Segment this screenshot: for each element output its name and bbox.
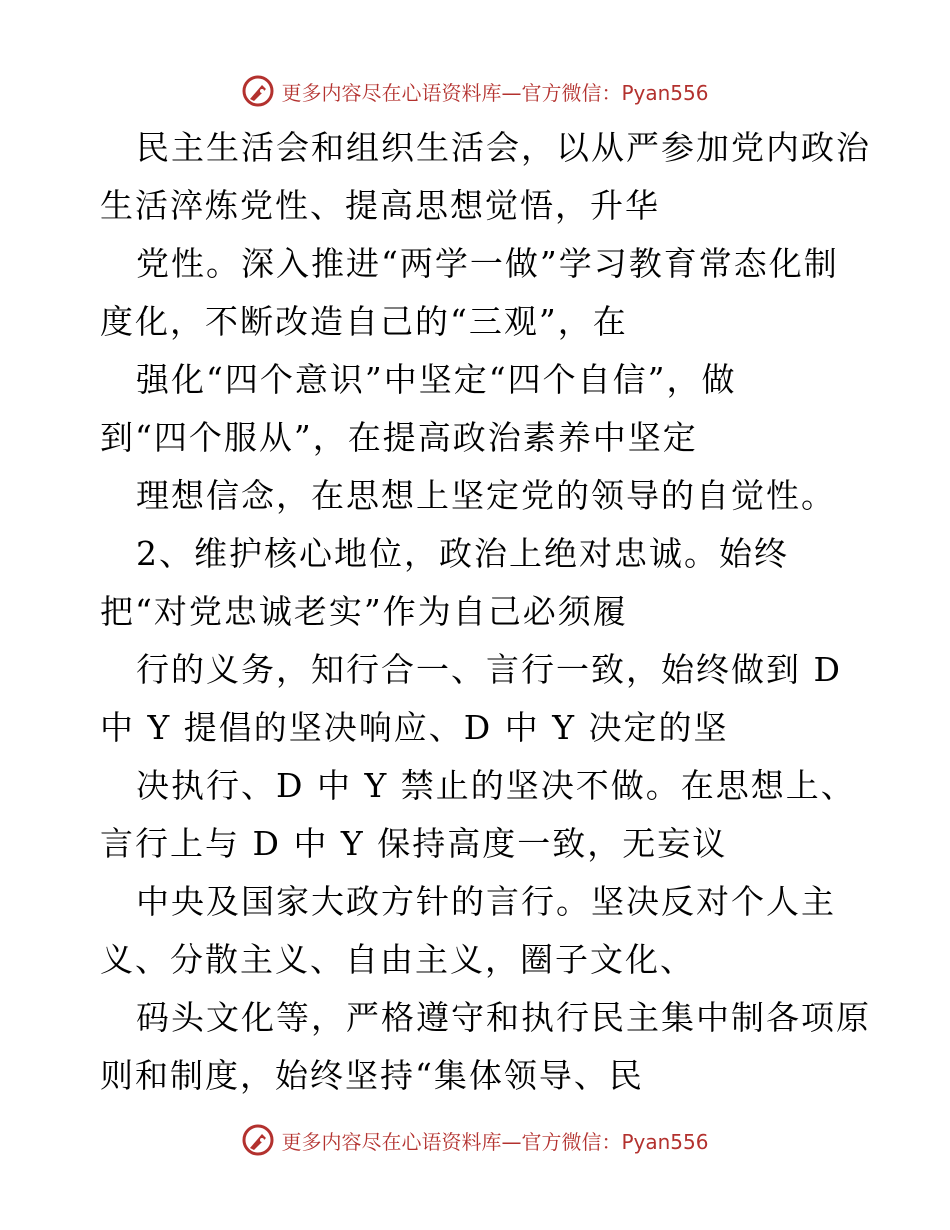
text-line: 民主生活会和组织生活会，以从严参加党内政治 [136, 128, 871, 167]
text-line: 言行上与 D 中 Y 保持高度一致，无妄议 [100, 824, 728, 863]
text-line: 义、分散主义、自由主义，圈子文化、 [100, 940, 695, 979]
text-line: 度化，不断改造自己的“三观”，在 [100, 302, 628, 341]
text-line: 到“四个服从”，在提高政治素养中坚定 [100, 418, 698, 457]
text-line: 2、维护核心地位，政治上绝对忠诚。始终 [136, 534, 789, 573]
footer-watermark [0, 1120, 950, 1160]
text-line: 决执行、D 中 Y 禁止的坚决不做。在思想上、 [136, 766, 856, 805]
text-line: 中 Y 提倡的坚决响应、D 中 Y 决定的坚 [100, 708, 729, 747]
text-line: 生活淬炼党性、提高思想觉悟，升华 [100, 186, 660, 225]
text-line: 把“对党忠诚老实”作为自己必须履 [100, 592, 628, 631]
text-line: 中央及国家大政方针的言行。坚决反对个人主 [136, 882, 836, 921]
text-line: 党性。深入推进“两学一做”学习教育常态化制 [136, 244, 839, 283]
text-line: 码头文化等，严格遵守和执行民主集中制各项原 [136, 998, 871, 1037]
text-line: 行的义务，知行合一、言行一致，始终做到 D [136, 650, 842, 689]
watermark-text: 更多内容尽在心语资料库—官方微信：Pyan556 [281, 1129, 709, 1154]
pen-nib-circle-icon [241, 74, 275, 108]
watermark-text: 更多内容尽在心语资料库—官方微信：Pyan556 [281, 80, 709, 105]
header-watermark [0, 71, 950, 111]
text-line: 理想信念，在思想上坚定党的领导的自觉性。 [136, 476, 836, 515]
text-line: 则和制度，始终坚持“集体领导、民 [100, 1056, 644, 1095]
text-line: 强化“四个意识”中坚定“四个自信”，做 [136, 360, 737, 399]
pen-nib-circle-icon [241, 1123, 275, 1157]
